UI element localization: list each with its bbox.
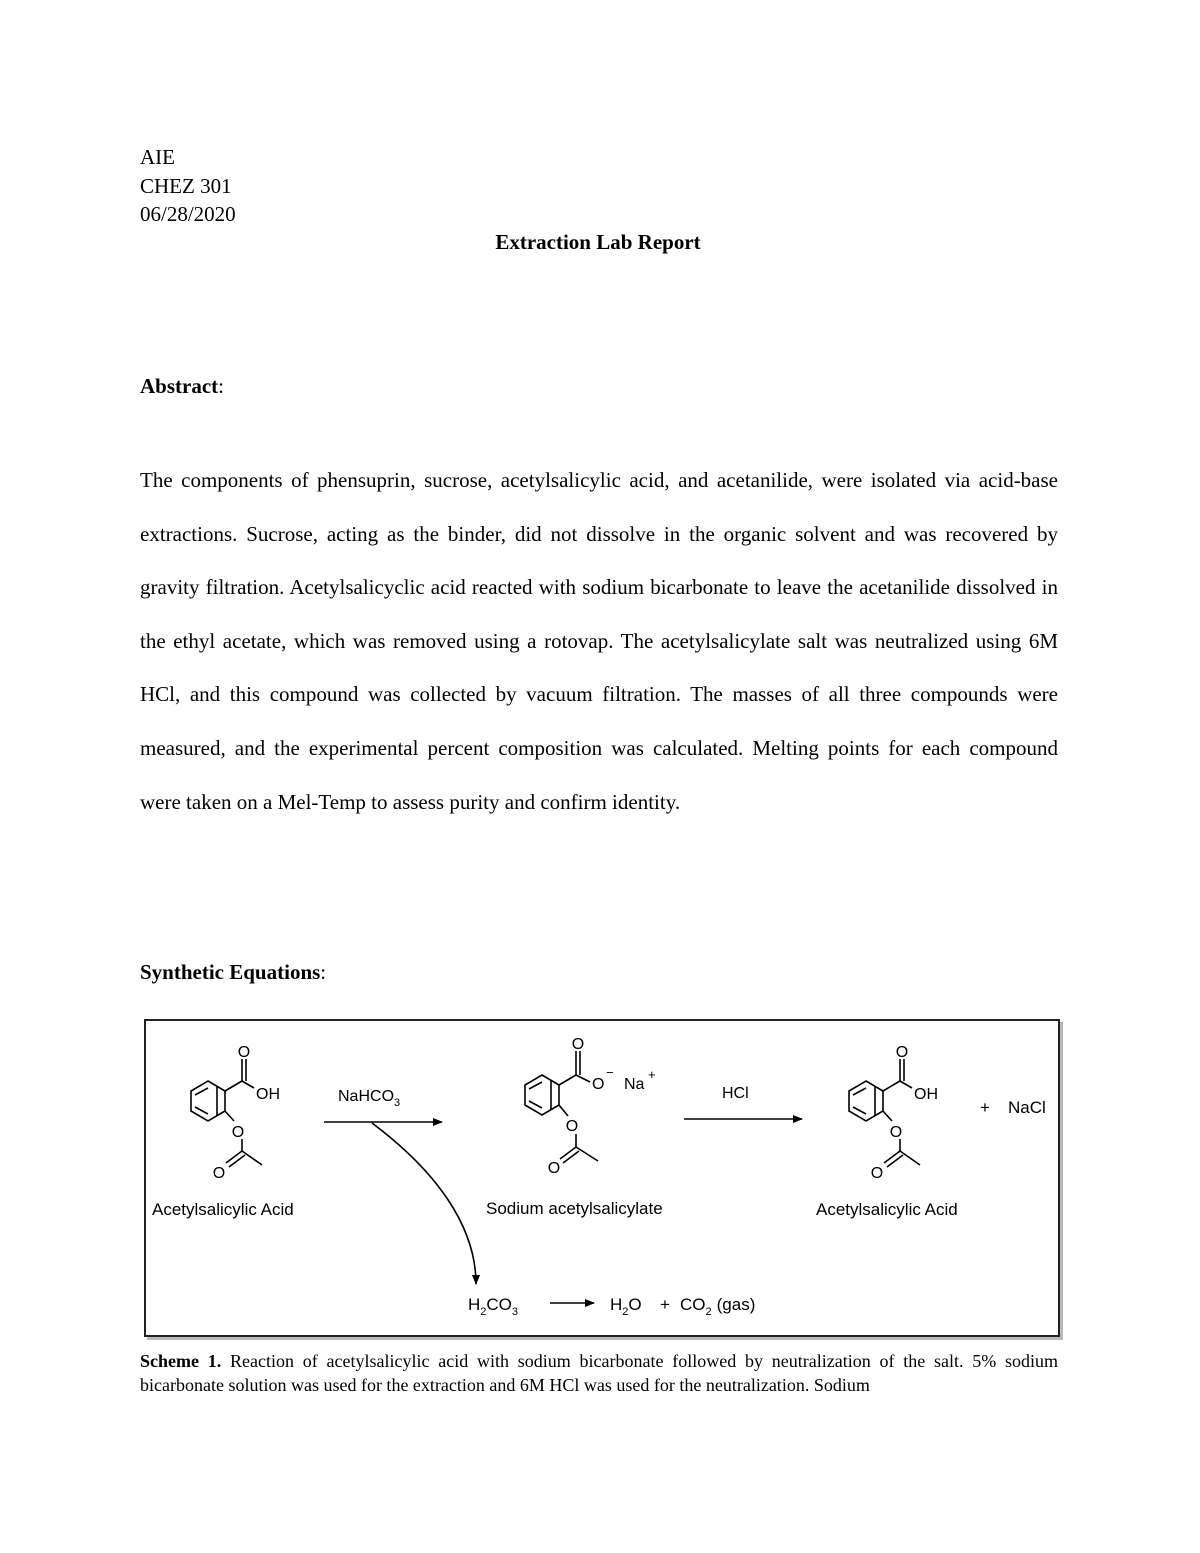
abstract-heading-colon: : [218, 374, 224, 398]
cation-na: Na [624, 1076, 645, 1093]
co2-sub2: 2 [705, 1306, 712, 1318]
reagent-nahco3-main: NaHCO [338, 1088, 395, 1105]
atom-o-2c: O [547, 1160, 561, 1177]
atom-o-1a: O [237, 1044, 251, 1061]
reaction-scheme-figure [144, 1019, 1060, 1337]
charge-plus: + [648, 1067, 656, 1082]
sodium-acetylsalicylate-structure [525, 1051, 598, 1163]
atom-o-2b: O [565, 1118, 579, 1135]
h2co3-sub2: 2 [480, 1306, 487, 1318]
side-h2o [610, 1295, 642, 1318]
compound2-label: Sodium acetylsalicylate [486, 1199, 663, 1218]
curved-arrow-byproduct [372, 1123, 476, 1284]
side-co2-gas [680, 1295, 755, 1318]
acetylsalicylic-acid-structure-2 [849, 1059, 920, 1167]
synthetic-heading-colon: : [320, 960, 327, 984]
course-line: CHEZ 301 [140, 174, 232, 198]
abstract-body: The components of phensuprin, sucrose, acetylsalicylic acid, and acetanilide, were isolated via acid-base extractions. Sucrose, acting as the binder, did not dissolve in the organic solvent and was recovered by gravity filtration. Acetylsalicyclic acid reacted with sodium bicarbonate to leave the acetanilide dissolved in the ethyl acetate, which was removed using a rotovap. The acetylsalicylate salt was neutralized using 6M HCl, and this compound was collected by vacuum filtration. The masses of all three compounds were measured, and the experimental percent composition was calculated. Melting points for each compound were taken on a Mel-Temp to assess purity and confirm identity. [140, 468, 1058, 814]
product-nacl: NaCl [1008, 1098, 1046, 1117]
plus-sign: + [980, 1098, 990, 1117]
atom-o-3a: O [895, 1044, 909, 1061]
reagent-nahco3-sub: 3 [394, 1097, 401, 1109]
side-plus-sign: + [660, 1295, 670, 1314]
h2o-o: O [628, 1295, 642, 1314]
co2-gas-text: (gas) [716, 1295, 756, 1314]
h2co3-co: CO [486, 1295, 512, 1314]
synthetic-heading-text: Synthetic Equations [140, 960, 321, 984]
charge-minus: − [606, 1065, 614, 1080]
date-line: 06/28/2020 [140, 202, 236, 226]
atom-o-3b: O [889, 1124, 903, 1141]
atom-o-2-anion: O [592, 1076, 605, 1093]
side-h2co3 [468, 1295, 518, 1318]
caption-label: Scheme 1. [140, 1351, 222, 1371]
h2co3-h: H [468, 1295, 481, 1314]
reagent-hcl: HCl [722, 1085, 749, 1102]
h2o-h: H [610, 1295, 623, 1314]
author-line: AIE [140, 145, 175, 169]
reagent-nahco3 [338, 1088, 400, 1109]
compound1-label: Acetylsalicylic Acid [152, 1200, 294, 1219]
h2co3-sub3: 3 [511, 1306, 519, 1318]
atom-o-3c: O [870, 1165, 884, 1182]
h2o-sub2: 2 [622, 1306, 629, 1318]
caption-text: Reaction of acetylsalicylic acid with sodium bicarbonate followed by neutralization of the salt. 5% sodium bicarbonate solution was used for the extraction and 6M HCl was used for the neutralization. Sodium [140, 1351, 1058, 1395]
atom-o-1b: O [231, 1124, 245, 1141]
atom-o-2a: O [571, 1036, 585, 1053]
atom-oh-3: OH [914, 1086, 938, 1103]
synthetic-heading [140, 960, 326, 985]
report-title: Extraction Lab Report [495, 230, 701, 254]
co2-co: CO [680, 1295, 706, 1314]
reaction-scheme-svg [146, 1021, 1058, 1335]
acetylsalicylic-acid-structure-1 [191, 1059, 262, 1167]
abstract-heading-text: Abstract [140, 374, 219, 398]
atom-oh-1: OH [256, 1086, 280, 1103]
compound3-label: Acetylsalicylic Acid [816, 1200, 958, 1219]
atom-o-1c: O [212, 1165, 226, 1182]
abstract-heading [140, 374, 224, 399]
scheme-caption [140, 1350, 1058, 1397]
